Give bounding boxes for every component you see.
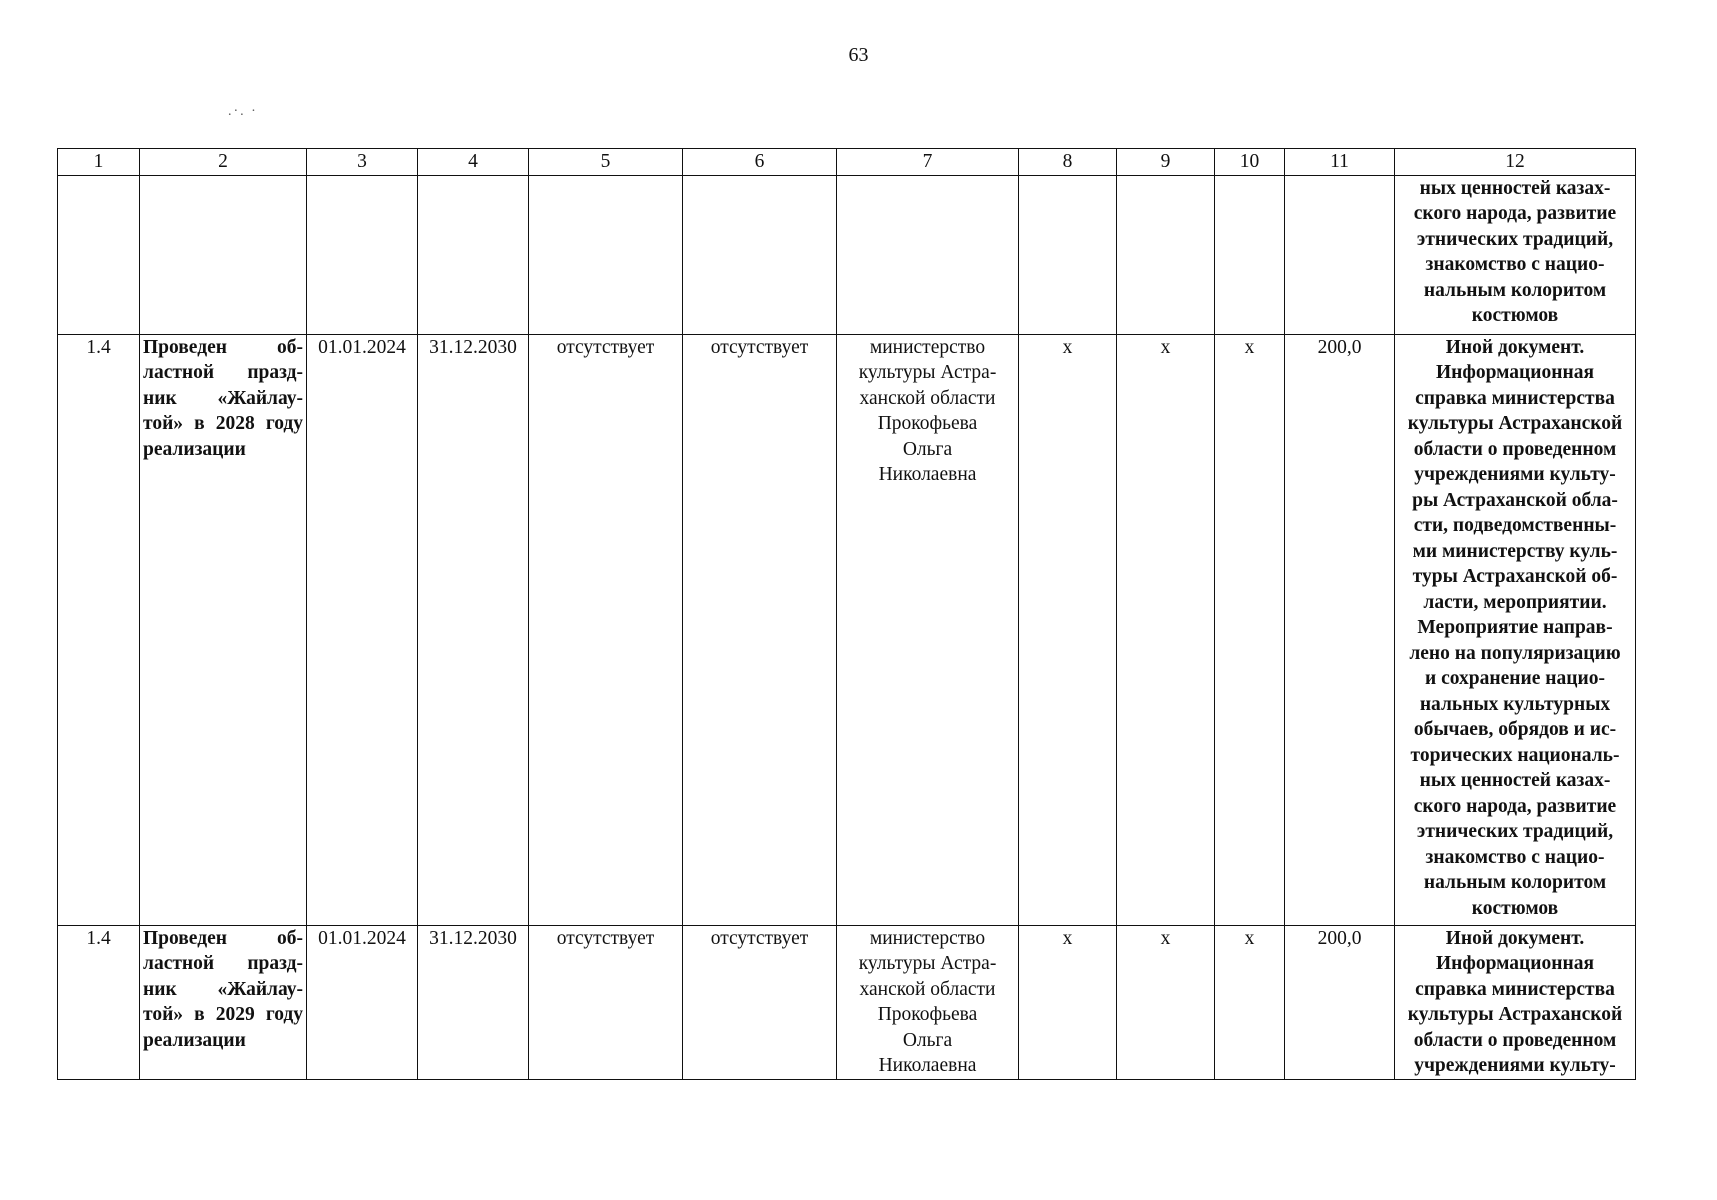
header-cell: 3	[307, 149, 418, 176]
header-cell: 11	[1285, 149, 1395, 176]
row-number: 1.4	[58, 925, 140, 1079]
col9-value: х	[1117, 334, 1215, 925]
scan-speck: .·. ·	[228, 104, 258, 119]
start-date: 01.01.2024	[307, 334, 418, 925]
header-cell: 5	[529, 149, 683, 176]
table-row	[58, 334, 1636, 925]
document-description-cell: ных ценностей казах- ского народа, развитие этнических традиций, знакомство с нацио- нальным колоритом костюмов	[1395, 175, 1636, 334]
responsible-cell: министерство культуры Астра- ханской области Прокофьева Ольга Николаевна	[837, 925, 1019, 1079]
header-cell: 4	[418, 149, 529, 176]
column-numbers-row	[58, 149, 1636, 176]
col8-value: х	[1019, 334, 1117, 925]
col10-value: х	[1215, 925, 1285, 1079]
col8-value: х	[1019, 925, 1117, 1079]
col9-value: х	[1117, 925, 1215, 1079]
end-date: 31.12.2030	[418, 334, 529, 925]
amount-value: 200,0	[1285, 334, 1395, 925]
row-number: 1.4	[58, 334, 140, 925]
responsible-cell: министерство культуры Астра- ханской области Прокофьева Ольга Николаевна	[837, 334, 1019, 925]
start-date: 01.01.2024	[307, 925, 418, 1079]
continuation-row	[58, 175, 1636, 334]
header-cell: 8	[1019, 149, 1117, 176]
col5-value: отсутствует	[529, 925, 683, 1079]
col5-value: отсутствует	[529, 334, 683, 925]
end-date: 31.12.2030	[418, 925, 529, 1079]
col6-value: отсутствует	[683, 925, 837, 1079]
header-cell: 1	[58, 149, 140, 176]
header-cell: 10	[1215, 149, 1285, 176]
header-cell: 9	[1117, 149, 1215, 176]
amount-value: 200,0	[1285, 925, 1395, 1079]
page-number: 63	[848, 44, 869, 66]
col10-value: х	[1215, 334, 1285, 925]
measure-name: Проведен об-ластной празд-ник «Жайлау-той» в 2028 году реализации	[140, 334, 307, 925]
table-row	[58, 925, 1636, 1079]
document-description-cell: Иной документ. Информационная справка министерства культуры Астраханской области о проведенном учреждениями культу-	[1395, 925, 1636, 1079]
col6-value: отсутствует	[683, 334, 837, 925]
header-cell: 12	[1395, 149, 1636, 176]
header-cell: 2	[140, 149, 307, 176]
header-cell: 6	[683, 149, 837, 176]
measure-name: Проведен об-ластной празд-ник «Жайлау-той» в 2029 году реализации	[140, 925, 307, 1079]
document-description-cell: Иной документ. Информационная справка министерства культуры Астраханской области о проведенном учреждениями культу- ры Астраханской обла- сти, подведомственны- ми министерству куль- туры Астраханской об- ласти, мероприятии. Мероприятие направ- лено на популяризацию и сохранение нацио- нальных культурных обычаев, обрядов и ис- торических националь- ных ценностей казах- ского народа, развитие этнических традиций, знакомство с нацио- нальным колоритом костюмов	[1395, 334, 1636, 925]
measures-table	[57, 148, 1636, 1080]
header-cell: 7	[837, 149, 1019, 176]
